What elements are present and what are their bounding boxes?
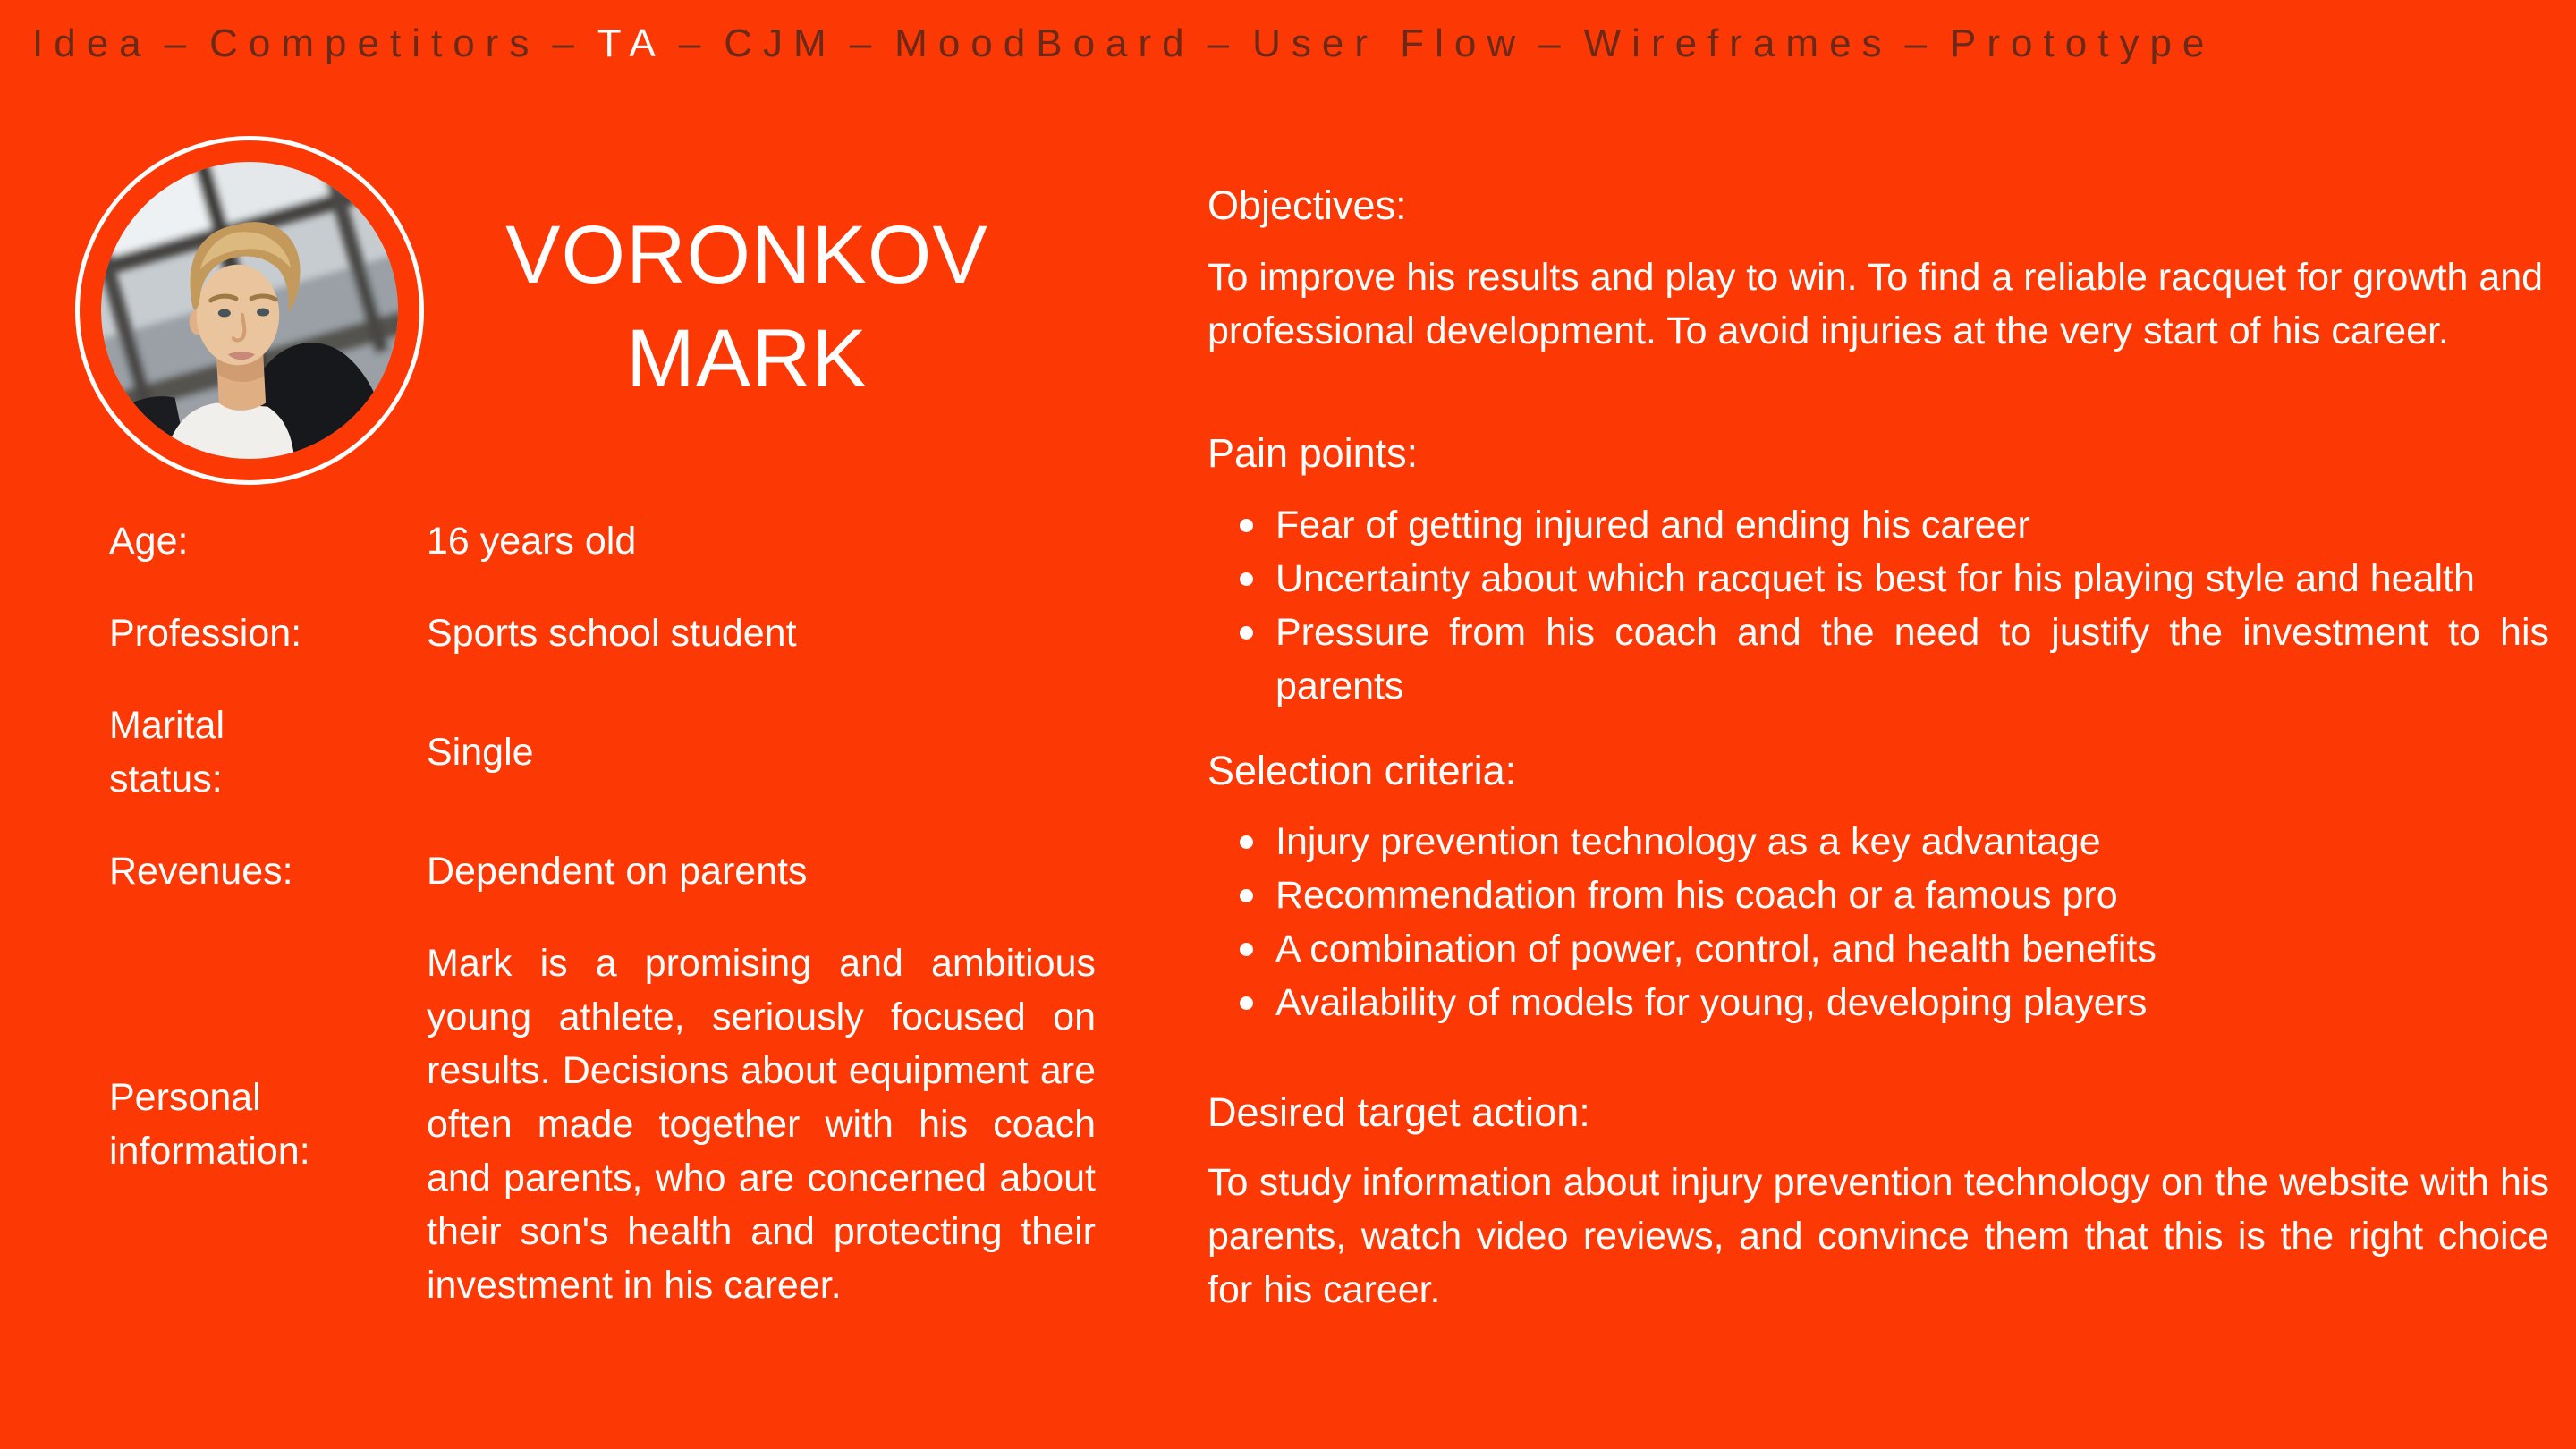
- nav-item-moodboard[interactable]: MoodBoard: [894, 21, 1195, 65]
- desired-target-action-heading: Desired target action:: [1208, 1089, 1590, 1135]
- objectives-heading: Objectives:: [1208, 182, 1407, 228]
- field-row-revenues: [109, 844, 1102, 898]
- field-value: Sports school student: [427, 612, 797, 655]
- field-value: 16 years old: [427, 520, 637, 563]
- nav-separator: –: [552, 21, 585, 65]
- nav-separator: –: [1538, 21, 1572, 65]
- field-row-marital-status: [109, 699, 1102, 806]
- list-item: A combination of power, control, and health benefits: [1275, 922, 2549, 976]
- nav-item-competitors[interactable]: Competitors: [209, 21, 540, 65]
- persona-fields: [109, 514, 1102, 1312]
- field-row-profession: [109, 606, 1102, 660]
- field-row-personal-information: [109, 936, 1102, 1312]
- desired-target-action-text: To study information about injury prevention technology on the website with his parents, watch video reviews, and convince them that this is the right choice for his career.: [1208, 1161, 2549, 1311]
- section-objectives: [1208, 179, 2549, 358]
- field-label: Profession:: [109, 612, 302, 655]
- list-item: Pressure from his coach and the need to justify the investment to his parents: [1275, 606, 2549, 713]
- field-label: Personal information:: [109, 1076, 310, 1173]
- persona-name: [456, 204, 1038, 411]
- nav-item-cjm[interactable]: CJM: [724, 21, 837, 65]
- pain-points-heading: Pain points:: [1208, 430, 1419, 476]
- avatar-photo: [101, 162, 398, 459]
- details-column: [1208, 179, 2549, 1317]
- nav-separator: –: [1904, 21, 1938, 65]
- nav-separator: –: [849, 21, 883, 65]
- objectives-text: To improve his results and play to win. To find a reliable racquet for growth and professional development. To avoid injuries at the very start of his career.: [1208, 256, 2544, 352]
- selection-criteria-heading: Selection criteria:: [1208, 748, 1517, 793]
- nav-separator: –: [678, 21, 712, 65]
- pain-points-list: [1208, 498, 2549, 713]
- field-row-age: [109, 514, 1102, 568]
- selection-criteria-list: [1208, 815, 2549, 1030]
- section-selection-criteria: [1208, 744, 2549, 1030]
- field-label: [109, 699, 427, 806]
- field-label: Revenues:: [109, 850, 293, 893]
- avatar-ring: [75, 136, 424, 485]
- persona-first-name: MARK: [626, 312, 868, 404]
- avatar: [101, 162, 398, 459]
- nav-item-wireframes[interactable]: Wireframes: [1583, 21, 1893, 65]
- list-item: Recommendation from his coach or a famous pro: [1275, 869, 2549, 922]
- section-pain-points: [1208, 427, 2549, 713]
- breadcrumb-nav: [32, 21, 2215, 66]
- list-item: Availability of models for young, developing players: [1275, 976, 2549, 1030]
- nav-separator: –: [1207, 21, 1241, 65]
- field-value: Mark is a promising and ambitious young athlete, seriously focused on results. Decisions about equipment are often made together with his coach and parents, who are concerned about their son's health and protecting their investment in his career.: [427, 942, 1096, 1307]
- section-desired-target-action: [1208, 1086, 2549, 1317]
- nav-item-user-flow[interactable]: User Flow: [1252, 21, 1527, 65]
- field-label: Age:: [109, 520, 189, 563]
- list-item: Fear of getting injured and ending his career: [1275, 498, 2549, 552]
- nav-item-ta[interactable]: TA: [597, 21, 666, 65]
- list-item: Injury prevention technology as a key advantage: [1275, 815, 2549, 869]
- field-value: Single: [427, 731, 534, 774]
- field-value: Dependent on parents: [427, 850, 808, 893]
- nav-item-idea[interactable]: Idea: [32, 21, 152, 65]
- list-item: Uncertainty about which racquet is best for his playing style and health: [1275, 552, 2549, 606]
- nav-separator: –: [164, 21, 198, 65]
- persona-last-name: VORONKOV: [505, 209, 988, 301]
- nav-item-prototype[interactable]: Prototype: [1950, 21, 2216, 65]
- field-label-text: Marital status:: [109, 704, 225, 801]
